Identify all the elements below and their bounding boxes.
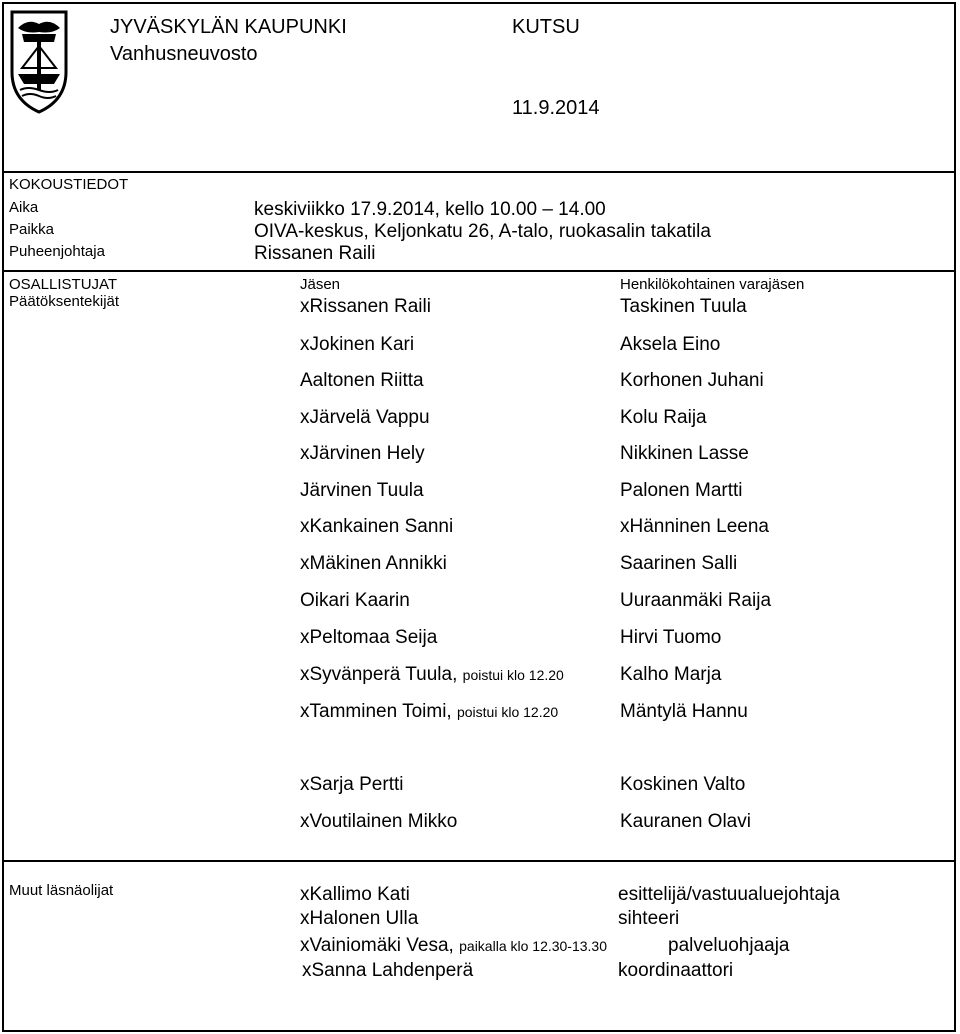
deputy-name: Nikkinen Lasse (620, 443, 749, 464)
member-name: xJärvinen Hely (300, 443, 425, 464)
attendees-section-title: OSALLISTUJAT (9, 276, 118, 293)
member-column-header: Jäsen (300, 276, 341, 293)
other-role: koordinaattori (618, 960, 734, 981)
attendance-note: poistui klo 12.20 (462, 667, 564, 683)
other-name: xSanna Lahdenperä (302, 960, 474, 981)
other-name: xKallimo Kati (300, 884, 410, 905)
chair-label: Puheenjohtaja (9, 243, 105, 260)
member-name-text: xSyvänperä Tuula, (300, 664, 458, 685)
deputy-name: Korhonen Juhani (620, 370, 764, 391)
attendance-note: poistui klo 12.20 (456, 704, 559, 720)
divider-meeting (4, 270, 954, 272)
member-name: xKankainen Sanni (300, 516, 454, 537)
divider-header (4, 171, 954, 173)
document-frame (2, 2, 956, 1032)
other-name: xHalonen Ulla (300, 908, 419, 929)
member-name (300, 665, 564, 684)
place-value: OIVA-keskus, Keljonkatu 26, A-talo, ruokasalin takatila (254, 221, 711, 242)
place-label: Paikka (9, 221, 55, 238)
other-name-text: xVainiomäki Vesa, (300, 935, 454, 956)
time-label: Aika (9, 199, 39, 216)
others-label: Muut läsnäolijat (9, 882, 114, 899)
divider-attendees (4, 860, 954, 862)
deputy-name: Kauranen Olavi (620, 811, 751, 832)
other-role: palveluohjaaja (668, 935, 790, 956)
deputy-name: Kalho Marja (620, 664, 722, 685)
other-role: sihteeri (618, 908, 680, 929)
deputy-name: Palonen Martti (620, 480, 743, 501)
attendance-note: paikalla klo 12.30-13.30 (459, 938, 608, 954)
member-name: Aaltonen Riitta (300, 370, 424, 391)
chair-value: Rissanen Raili (254, 243, 376, 264)
member-name: Järvinen Tuula (300, 480, 424, 501)
deputy-name: Kolu Raija (620, 407, 707, 428)
deputy-name: Hirvi Tuomo (620, 627, 722, 648)
deputy-name: Saarinen Salli (620, 553, 738, 574)
member-name: xSarja Pertti (300, 774, 404, 795)
member-name: xPeltomaa Seija (300, 627, 438, 648)
deputy-name: Taskinen Tuula (620, 296, 747, 317)
member-name: xVoutilainen Mikko (300, 811, 458, 832)
deputy-name: Mäntylä Hannu (620, 701, 748, 722)
document-date: 11.9.2014 (512, 97, 600, 119)
deputy-name: Aksela Eino (620, 334, 721, 355)
deputy-name: xHänninen Leena (620, 516, 769, 537)
deputy-column-header: Henkilökohtainen varajäsen (620, 276, 805, 293)
member-name: xJärvelä Vappu (300, 407, 430, 428)
member-name-text: xTamminen Toimi, (300, 701, 452, 722)
org-name: JYVÄSKYLÄN KAUPUNKI (110, 16, 347, 38)
department-name: Vanhusneuvosto (110, 43, 258, 65)
meeting-section-title: KOKOUSTIEDOT (9, 176, 129, 193)
document-type: KUTSU (512, 16, 580, 38)
other-name (300, 936, 607, 955)
member-name: xJokinen Kari (300, 334, 415, 355)
city-crest-icon (8, 10, 70, 114)
time-value: keskiviikko 17.9.2014, kello 10.00 – 14.00 (254, 199, 606, 220)
member-name: xMäkinen Annikki (300, 553, 447, 574)
member-name: Oikari Kaarin (300, 590, 410, 611)
attendees-subtitle: Päätöksentekijät (9, 293, 120, 310)
deputy-name: Uuraanmäki Raija (620, 590, 772, 611)
other-role: esittelijä/vastuualuejohtaja (618, 884, 840, 905)
member-name (300, 702, 558, 721)
member-name: xRissanen Raili (300, 296, 431, 317)
deputy-name: Koskinen Valto (620, 774, 746, 795)
